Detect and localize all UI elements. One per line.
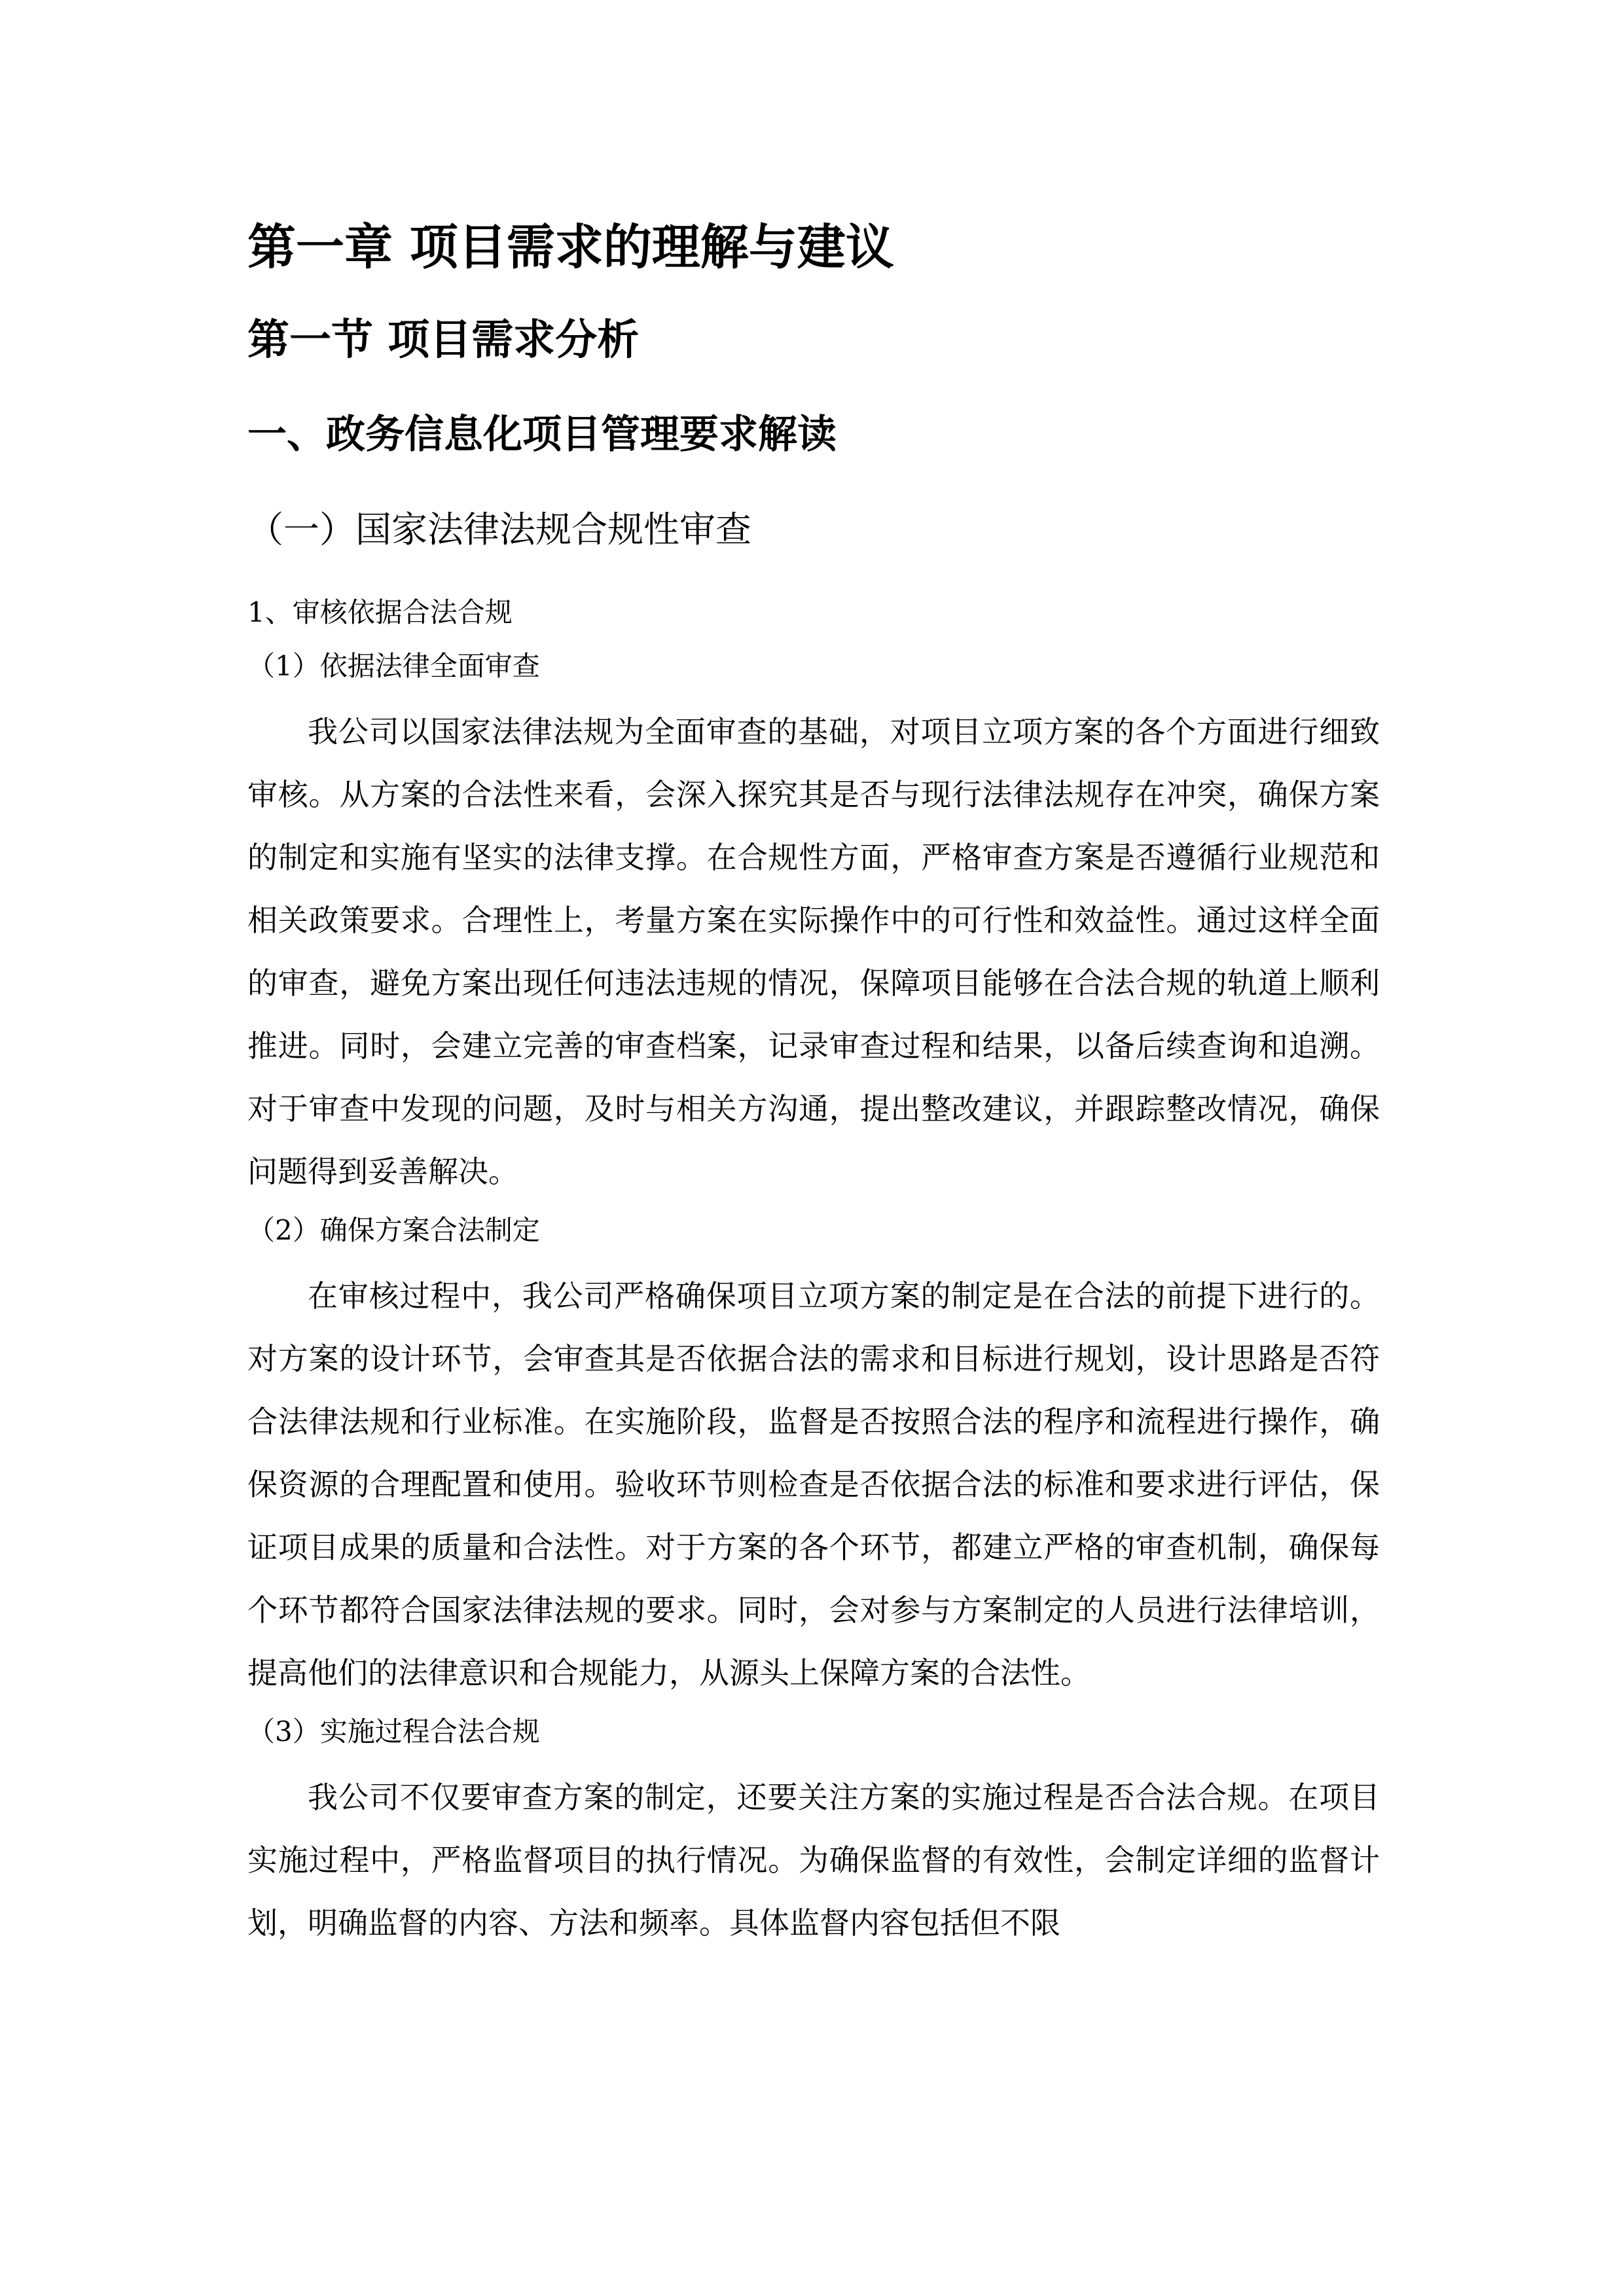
section-title: 第一节 项目需求分析 — [247, 316, 640, 365]
document-body — [247, 208, 1380, 1954]
chapter-title: 第一章 项目需求的理解与建议 — [247, 219, 894, 276]
subsection-title: 一、政务信息化项目管理要求解读 — [247, 412, 837, 457]
block-heading: （2）确保方案合法制定 — [247, 1214, 540, 1246]
block-paragraph: 我公司以国家法律法规为全面审查的基础，对项目立项方案的各个方面进行细致审核。从方案的合法性来看，会深入探究其是否与现行法律法规存在冲突，确保方案的制定和实施有坚实的法律支撑。在合规性方面，严格审查方案是否遵循行业规范和相关政策要求。合理性上，考量方案在实际操作中的可行性和效益性。通过这样全面的审查，避免方案出现任何违法违规的情况，保障项目能够在合法合规的轨道上顺利推进。同时，会建立完善的审查档案，记录审查过程和结果，以备后续查询和追溯。对于审查中发现的问题，及时与相关方沟通，提出整改建议，并跟踪整改情况，确保问题得到妥善解决。 — [247, 714, 1380, 1189]
block-heading: （3）实施过程合法合规 — [247, 1715, 540, 1748]
block-paragraph: 我公司不仅要审查方案的制定，还要关注方案的实施过程是否合法合规。在项目实施过程中，严格监督项目的执行情况。为确保监督的有效性，会制定详细的监督计划，明确监督的内容、方法和频率。具体监督内容包括但不限 — [247, 1780, 1380, 1941]
item-title: 1、审核依据合法合规 — [247, 596, 513, 628]
block-paragraph: 在审核过程中，我公司严格确保项目立项方案的制定是在合法的前提下进行的。对方案的设计环节，会审查其是否依据合法的需求和目标进行规划，设计思路是否符合法律法规和行业标准。在实施阶段，监督是否按照合法的程序和流程进行操作，确保资源的合理配置和使用。验收环节则检查是否依据合法的标准和要求进行评估，保证项目成果的质量和合法性。对于方案的各个环节，都建立严格的审查机制，确保每个环节都符合国家法律法规的要求。同时，会对参与方案制定的人员进行法律培训，提高他们的法律意识和合规能力，从源头上保障方案的合法性。 — [247, 1278, 1380, 1691]
block-heading: （1）依据法律全面审查 — [247, 650, 540, 682]
subsubsection-title: （一）国家法律法规合规性审查 — [247, 509, 752, 550]
